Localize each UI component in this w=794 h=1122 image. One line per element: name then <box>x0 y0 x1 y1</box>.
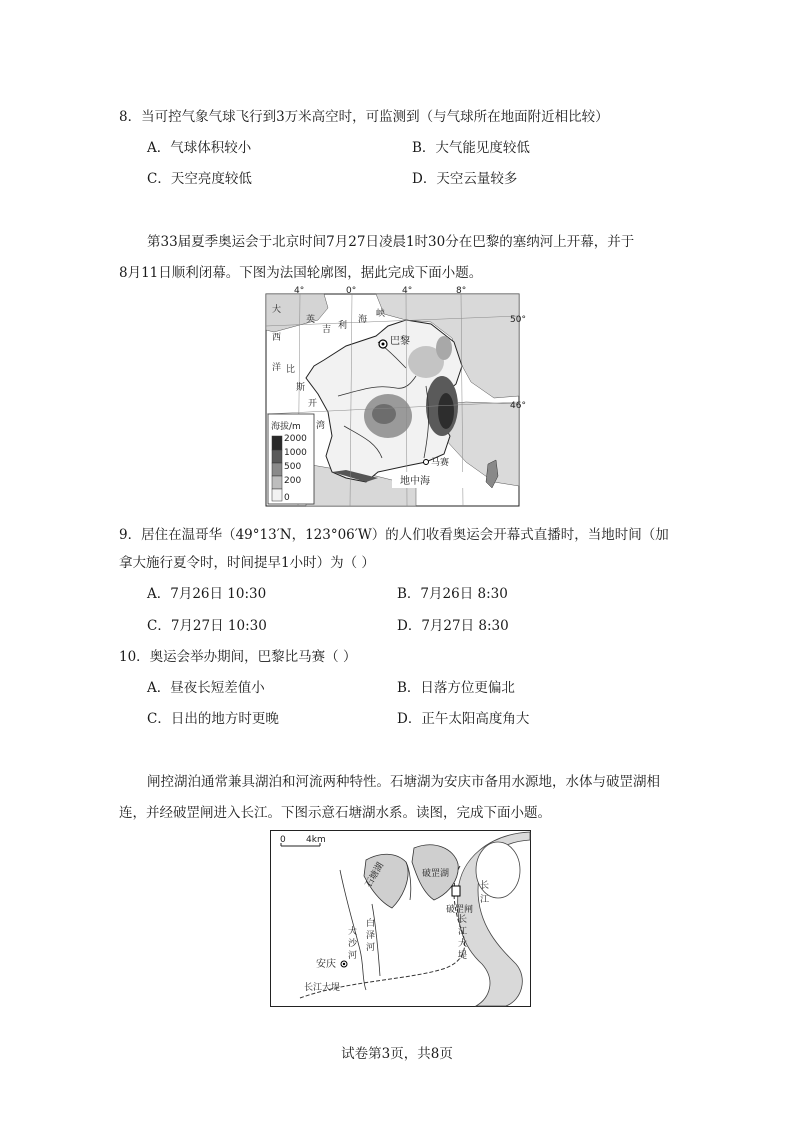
sea-north-char-1: 英 <box>306 315 316 325</box>
yangtze-char-2: 江 <box>480 895 490 905</box>
gate-label: 破罡闸 <box>446 905 474 915</box>
ocean-char-1: 大 <box>272 305 282 315</box>
baize-river-char-3: 河 <box>366 943 376 953</box>
lat-label-46: 46° <box>510 401 526 411</box>
legend-value-1000: 1000 <box>284 448 307 458</box>
anqing-label: 安庆 <box>316 959 336 970</box>
q9-option-b: B．7月26日 8:30 <box>397 586 508 602</box>
intro2-line2: 连，并经破罡闸进入长江。下图示意石塘湖水系。读图，完成下面小题。 <box>119 805 551 821</box>
baize-river-char-1: 白 <box>366 919 376 929</box>
q10-stem: 10．奥运会举办期间，巴黎比马赛（ ） <box>119 649 357 665</box>
scale-4km: 4km <box>306 835 326 845</box>
levee2-char-4: 堤 <box>458 951 468 961</box>
intro1-line2: 8月11日顺利闭幕。下图为法国轮廓图，据此完成下面小题。 <box>119 265 483 281</box>
yangtze-char-1: 长 <box>480 881 490 891</box>
legend-title: 海拔/m <box>271 422 301 432</box>
shitang-lake-label: 石塘湖 <box>363 861 387 890</box>
baize-river-char-2: 泽 <box>366 931 376 941</box>
gate-marker <box>452 886 460 896</box>
intro1-line1: 第33届夏季奥运会于北京时间7月27日凌晨1时30分在巴黎的塞纳河上开幕，并于 <box>147 234 635 250</box>
lon-label-1: 4° <box>294 286 305 296</box>
ocean-char-3: 洋 <box>272 363 282 373</box>
lon-label-2: 0° <box>346 286 357 296</box>
dasha-river-char-1: 大 <box>348 927 358 937</box>
q8-option-d: D．天空云量较多 <box>412 171 518 187</box>
q10-option-c: C．日出的地方时更晚 <box>147 711 279 727</box>
q10-option-b: B．日落方位更偏北 <box>397 680 515 696</box>
sea-north-char-5: 峡 <box>376 309 386 319</box>
bay-char-2: 斯 <box>296 383 306 393</box>
levee2-char-1: 长 <box>458 915 468 925</box>
legend-value-200: 200 <box>284 476 302 486</box>
levee2-char-2: 江 <box>458 927 468 937</box>
paris-label: 巴黎 <box>390 336 410 347</box>
dasha-river-char-2: 沙 <box>348 939 358 949</box>
lon-label-4: 8° <box>456 286 467 296</box>
bay-char-4: 湾 <box>316 421 326 431</box>
pogang-lake-label: 破罡湖 <box>422 869 450 879</box>
q9-option-a: A．7月26日 10:30 <box>147 586 267 602</box>
legend-value-0: 0 <box>284 493 290 503</box>
bay-char-3: 开 <box>308 399 318 409</box>
lon-label-3: 4° <box>402 286 413 296</box>
mediterranean-label: 地中海 <box>400 476 430 487</box>
legend-value-500: 500 <box>284 462 302 472</box>
q10-option-d: D．正午太阳高度角大 <box>397 711 530 727</box>
q9-option-d: D．7月27日 8:30 <box>397 618 509 634</box>
scale-zero: 0 <box>280 835 286 845</box>
intro2-line1: 闸控湖泊通常兼具湖泊和河流两种特性。石塘湖为安庆市备用水源地，水体与破罡湖相 <box>147 774 660 790</box>
marseille-label: 马赛 <box>431 458 450 468</box>
levee-label-1: 长江大堤 <box>304 983 341 993</box>
levee2-char-3: 大 <box>458 939 468 949</box>
q9-option-c: C．7月27日 10:30 <box>147 618 267 634</box>
dasha-river-char-3: 河 <box>348 951 358 961</box>
bay-char-1: 比 <box>286 365 296 375</box>
q9-stem-line1: 9．居住在温哥华（49°13′N，123°06′W）的人们收看奥运会开幕式直播时，当地时间（加 <box>119 527 669 543</box>
q10-option-a: A．昼夜长短差值小 <box>147 680 265 696</box>
page-footer: 试卷第3页，共8页 <box>341 1046 453 1062</box>
sea-north-char-3: 利 <box>338 321 348 331</box>
sea-north-char-2: 吉 <box>322 325 332 335</box>
marseille-marker <box>424 460 429 465</box>
legend-value-2000: 2000 <box>284 434 307 444</box>
ocean-char-2: 西 <box>272 333 282 343</box>
q9-stem-line2: 拿大施行夏令时，时间提早1小时）为（ ） <box>119 555 375 571</box>
q8-option-b: B．大气能见度较低 <box>412 140 530 156</box>
france-map <box>266 286 526 512</box>
q8-option-a: A．气球体积较小 <box>147 140 252 156</box>
lat-label-50: 50° <box>510 315 526 325</box>
q8-option-c: C．天空亮度较低 <box>147 171 252 187</box>
q8-stem: 8．当可控气象气球飞行到3万米高空时，可监测到（与气球所在地面附近相比较） <box>119 109 609 125</box>
sea-north-char-4: 海 <box>358 315 368 325</box>
shitang-lake-map <box>270 830 532 1014</box>
